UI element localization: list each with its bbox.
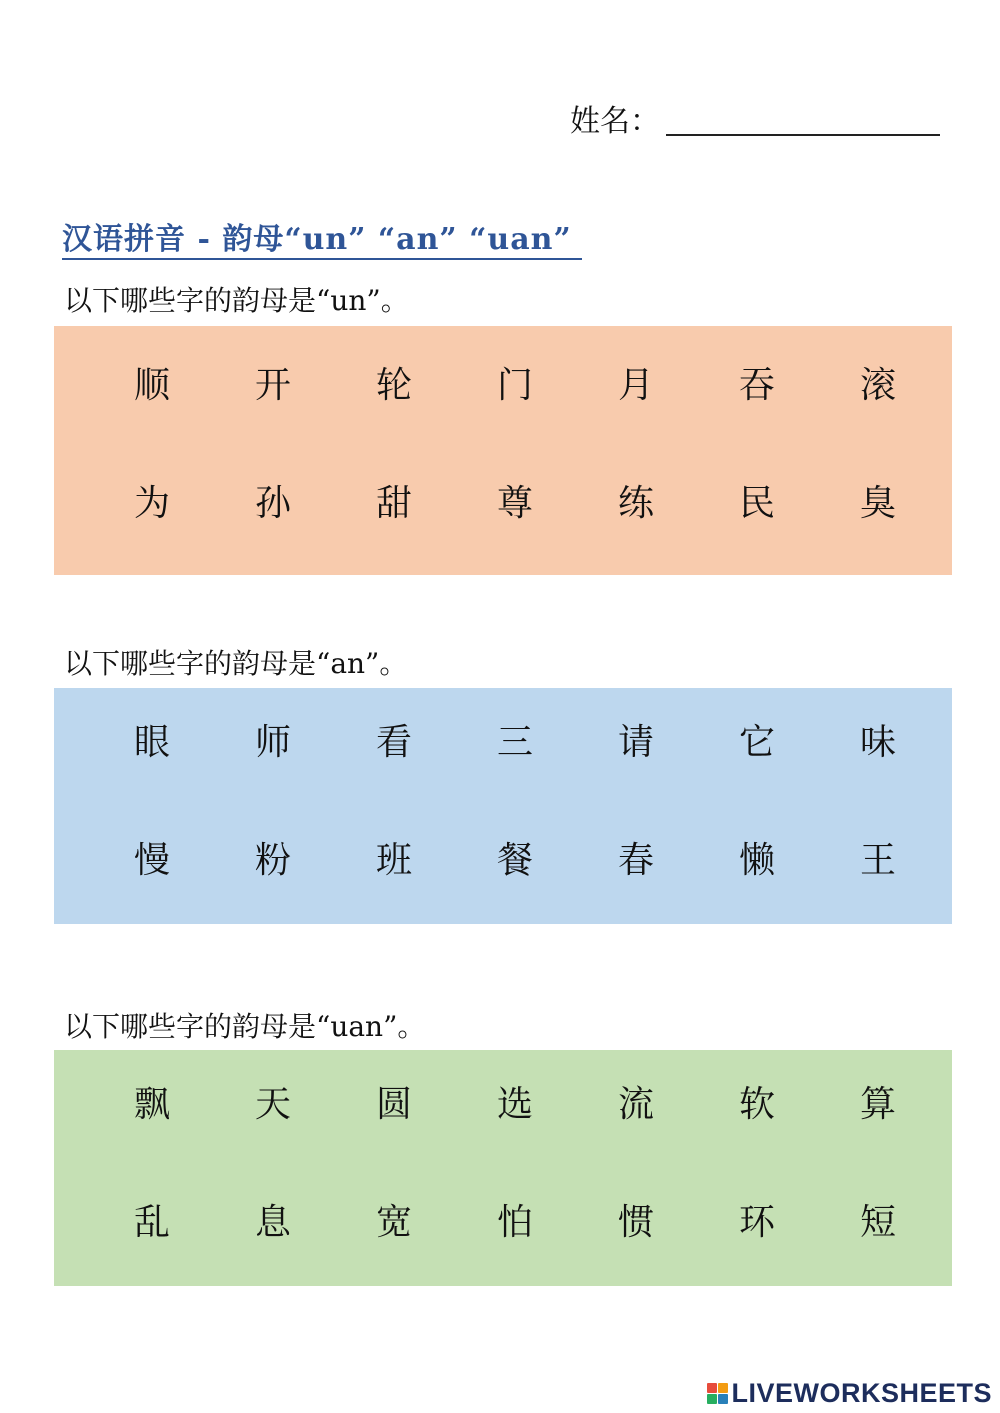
question-an: 以下哪些字的韵母是“an”。 <box>64 647 408 680</box>
character-cell[interactable]: 粉 <box>255 840 292 881</box>
character-cell[interactable]: 它 <box>739 722 776 763</box>
question-un: 以下哪些字的韵母是“un”。 <box>64 284 409 317</box>
character-cell[interactable]: 慢 <box>134 840 171 881</box>
character-cell[interactable]: 看 <box>376 722 413 763</box>
character-cell[interactable]: 惯 <box>618 1202 655 1243</box>
character-row <box>134 479 982 529</box>
character-cell[interactable]: 门 <box>497 365 534 406</box>
panel-un <box>54 326 952 575</box>
character-cell[interactable]: 选 <box>497 1084 534 1125</box>
character-cell[interactable]: 眼 <box>134 722 171 763</box>
character-cell[interactable]: 流 <box>618 1084 655 1125</box>
character-cell[interactable]: 三 <box>497 722 534 763</box>
character-row <box>134 361 982 411</box>
character-cell[interactable]: 为 <box>134 483 171 524</box>
character-cell[interactable]: 息 <box>255 1202 292 1243</box>
character-cell[interactable]: 怕 <box>497 1202 534 1243</box>
character-cell[interactable]: 开 <box>255 365 292 406</box>
character-cell[interactable]: 短 <box>860 1202 897 1243</box>
character-cell[interactable]: 味 <box>860 722 897 763</box>
character-cell[interactable]: 民 <box>739 483 776 524</box>
character-cell[interactable]: 乱 <box>134 1202 171 1243</box>
character-cell[interactable]: 圆 <box>376 1084 413 1125</box>
character-cell[interactable]: 软 <box>739 1084 776 1125</box>
character-row <box>134 836 982 886</box>
character-cell[interactable]: 天 <box>255 1084 292 1125</box>
character-cell[interactable]: 懒 <box>739 840 776 881</box>
character-cell[interactable]: 春 <box>618 840 655 881</box>
character-cell[interactable]: 王 <box>860 840 897 881</box>
character-cell[interactable]: 飘 <box>134 1084 171 1125</box>
character-row <box>134 718 982 768</box>
character-cell[interactable]: 宽 <box>376 1202 413 1243</box>
liveworksheets-logo <box>707 1379 992 1407</box>
character-cell[interactable]: 师 <box>255 722 292 763</box>
worksheet-title: 汉语拼音 - 韵母“un” “an” “uan” <box>62 222 582 260</box>
logo-text: LIVEWORKSHEETS <box>731 1378 992 1408</box>
panel-uan <box>54 1050 952 1286</box>
character-cell[interactable]: 吞 <box>739 365 776 406</box>
character-cell[interactable]: 顺 <box>134 365 171 406</box>
name-row <box>570 100 940 140</box>
character-cell[interactable]: 练 <box>618 483 655 524</box>
character-cell[interactable]: 滚 <box>860 365 897 406</box>
logo-icon <box>707 1383 728 1404</box>
character-cell[interactable]: 请 <box>618 722 655 763</box>
panel-an <box>54 688 952 924</box>
name-field[interactable] <box>666 134 940 136</box>
character-cell[interactable]: 甜 <box>376 483 413 524</box>
character-row <box>134 1198 982 1248</box>
character-cell[interactable]: 环 <box>739 1202 776 1243</box>
name-label: 姓名： <box>570 104 660 139</box>
character-cell[interactable]: 孙 <box>255 483 292 524</box>
character-cell[interactable]: 轮 <box>376 365 413 406</box>
character-cell[interactable]: 班 <box>376 840 413 881</box>
character-row <box>134 1080 982 1130</box>
question-uan: 以下哪些字的韵母是“uan”。 <box>64 1010 426 1043</box>
character-cell[interactable]: 算 <box>860 1084 897 1125</box>
character-cell[interactable]: 月 <box>618 365 655 406</box>
character-cell[interactable]: 尊 <box>497 483 534 524</box>
character-cell[interactable]: 臭 <box>860 483 897 524</box>
character-cell[interactable]: 餐 <box>497 840 534 881</box>
